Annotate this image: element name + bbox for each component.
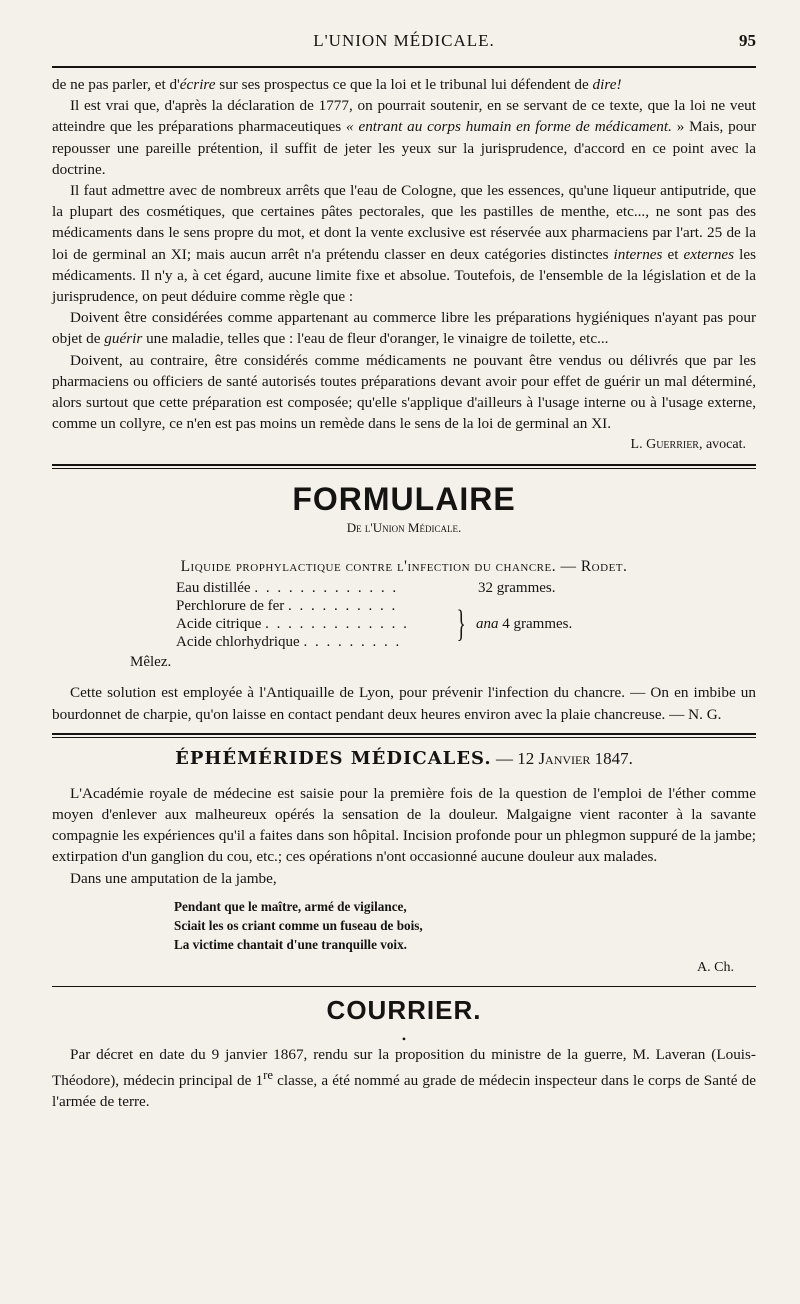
emphasis: ana [476, 616, 499, 633]
ingredient-row [176, 580, 398, 597]
ingredient-name: Acide chlorhydrique [176, 634, 300, 651]
article-signature [52, 434, 746, 456]
leader-dots: . . . . . . . . . . [288, 598, 398, 615]
page-number: 95 [739, 31, 756, 50]
formulaire-section [52, 481, 756, 724]
text-run: sur ses prospectus ce que la loi et le tribunal lui défendent de [215, 76, 593, 93]
verse-quote [174, 897, 756, 954]
verse-line: Pendant que le maître, armé de vigilance, [174, 898, 407, 914]
ana-quantity [476, 616, 572, 633]
emphasis: « entrant au corps humain en forme de médicament. [346, 118, 672, 136]
article-paragraph [52, 307, 756, 349]
ingredient-row [176, 634, 401, 651]
article-paragraph [52, 95, 756, 180]
header-rule [52, 66, 756, 68]
text-run: les médicaments. Il n'y a, à cet égard, aucune limite fixe et absolue. Toutefois, de l'ensemble de la législation et de la jurisprudence, on peut déduire comme règle que : [52, 245, 756, 306]
text-run: L. [630, 437, 647, 453]
article-paragraph: Doivent, au contraire, être considérés comme médicaments ne pouvant être vendus ou délivrés que par les pharmaciens ou officiers de santé autorisés toutes préparations devant avoir pour effet de guérir un mal déterminé, alors surtout que cette préparation est composée; qu'elle s'applique d'ailleurs à l'usage interne ou à l'usage externe, comme un collyre, ce n'en est pas moins un remède dans le sens de la loi de germinal an XI. [52, 351, 756, 433]
formula-usage: Cette solution est employée à l'Antiquaille de Lyon, pour prévenir l'infection du chancre. — On en imbibe un bourdonnet de charpie, qu'on laisse en contact pendant deux heures environ avec la plaie chancreuse. — N. G. [52, 684, 756, 723]
grouping-brace: } [456, 603, 466, 646]
formula-recipe [52, 580, 756, 676]
emphasis: écrire [179, 76, 216, 93]
ingredient-quantity: 32 grammes. [478, 580, 556, 597]
article-paragraph [52, 74, 756, 95]
ingredient-name: Eau distillée [176, 580, 251, 597]
courrier-section [52, 995, 756, 1113]
ephemerides-initials: A. Ch. [697, 959, 734, 975]
text-run: Doivent être considérées comme appartenant au commerce libre les préparations hygiéniques n'ayant pas pour objet de [52, 309, 756, 348]
emphasis: guérir [104, 330, 143, 348]
section-rule [52, 986, 756, 987]
formulaire-subheading: De l'Union Médicale. [346, 520, 462, 536]
section-rule [52, 464, 756, 469]
formulaire-heading: FORMULAIRE [292, 481, 516, 518]
text-run: Il est vrai que, d'après la déclaration de 1777, on pourrait soutenir, en se servant de ce texte, que la loi ne veut atteindre que les préparations pharmaceutiques [52, 97, 756, 136]
article-section [52, 74, 756, 456]
text-run: Par décret en date du 9 janvier 1867, rendu sur la proposition du ministre de la guerre, M. Laveran (Louis-Théodore), médecin principal de 1 [52, 1045, 756, 1090]
ephemerides-paragraph: L'Académie royale de médecine est saisie pour la première fois de la question de l'emploi de l'éther comme moyen d'enlever aux malheureux opérés la sensation de la douleur. Malgaigne vient raconter à la savante compagnie les expériences qu'il a faites dans son hôpital. Incision profonde pour un phlegmon suppuré de la jambe; extirpation d'un ganglion du cou, etc.; ces opérations n'ont occasionné aucune douleur aux malades. [52, 784, 756, 866]
leader-dots: . . . . . . . . . . . . . [265, 616, 409, 633]
section-rule [52, 733, 756, 738]
running-head [52, 0, 756, 58]
ingredient-name: Perchlorure de fer [176, 598, 285, 615]
ephemerides-section [52, 748, 756, 976]
leader-dots: . . . . . . . . . [303, 634, 402, 651]
ornament-dot: • [401, 1031, 407, 1046]
running-title: L'UNION MÉDICALE. [313, 31, 495, 50]
courrier-heading: COURRIER. [326, 994, 482, 1025]
verse-line: Sciait les os criant comme un fuseau de bois, [174, 917, 423, 933]
author-name: Guerrier [646, 437, 699, 453]
text-run: — 12 [491, 748, 539, 768]
date-month: Janvier [538, 748, 591, 768]
text-run: » Mais, pour repousser une pareille prétention, il suffit de jeter les yeux sur la jurisprudence, d'accord en ce point avec la doctrine. [52, 118, 756, 178]
ingredient-row [176, 598, 397, 615]
verse-line: La victime chantait d'une tranquille voix. [174, 936, 407, 952]
courrier-paragraph [52, 1044, 756, 1113]
text-run: , avocat. [698, 437, 746, 453]
ingredient-name: Acide citrique [176, 616, 262, 633]
emphasis: dire! [592, 76, 622, 93]
leader-dots: . . . . . . . . . . . . . [254, 580, 399, 597]
melez-instruction: Mêlez. [130, 654, 172, 671]
text-run: classe, a été nommé au grade de médecin inspecteur dans le corps de Santé de l'armée de terre. [52, 1072, 756, 1111]
formula-title: Liquide prophylactique contre l'infection du chancre. — Rodet. [180, 558, 628, 576]
text-run: 4 grammes. [498, 616, 573, 633]
text-run: de ne pas parler, et d' [52, 76, 180, 93]
text-run: et [662, 245, 684, 263]
heading-text: ÉPHÉMÉRIDES MÉDICALES. [175, 747, 492, 769]
text-run: une maladie, telles que : l'eau de fleur d'oranger, le vinaigre de toilette, etc... [142, 330, 609, 348]
text-run: 1847. [590, 748, 633, 768]
article-paragraph [52, 180, 756, 307]
text-run: Il faut admettre avec de nombreux arrêts que l'eau de Cologne, que les essences, qu'une liqueur antiputride, que la plupart des cosmétiques, que certaines pâtes pectorales, que les pastilles de menthe, etc..., ne sont pas des médicaments dans le sens propre du mot, et dont la vente exclusive est réservée aux pharmaciens par l'art. 25 de la loi de germinal an XI; mais aucun arrêt n'a prétendu classer en deux catégories distinctes [52, 182, 756, 263]
superscript: re [263, 1068, 273, 1083]
emphasis: internes [613, 245, 663, 263]
ephemerides-heading [52, 748, 756, 769]
ingredient-row [176, 616, 409, 633]
emphasis: externes [683, 245, 735, 263]
ephemerides-paragraph: Dans une amputation de la jambe, [70, 869, 277, 887]
